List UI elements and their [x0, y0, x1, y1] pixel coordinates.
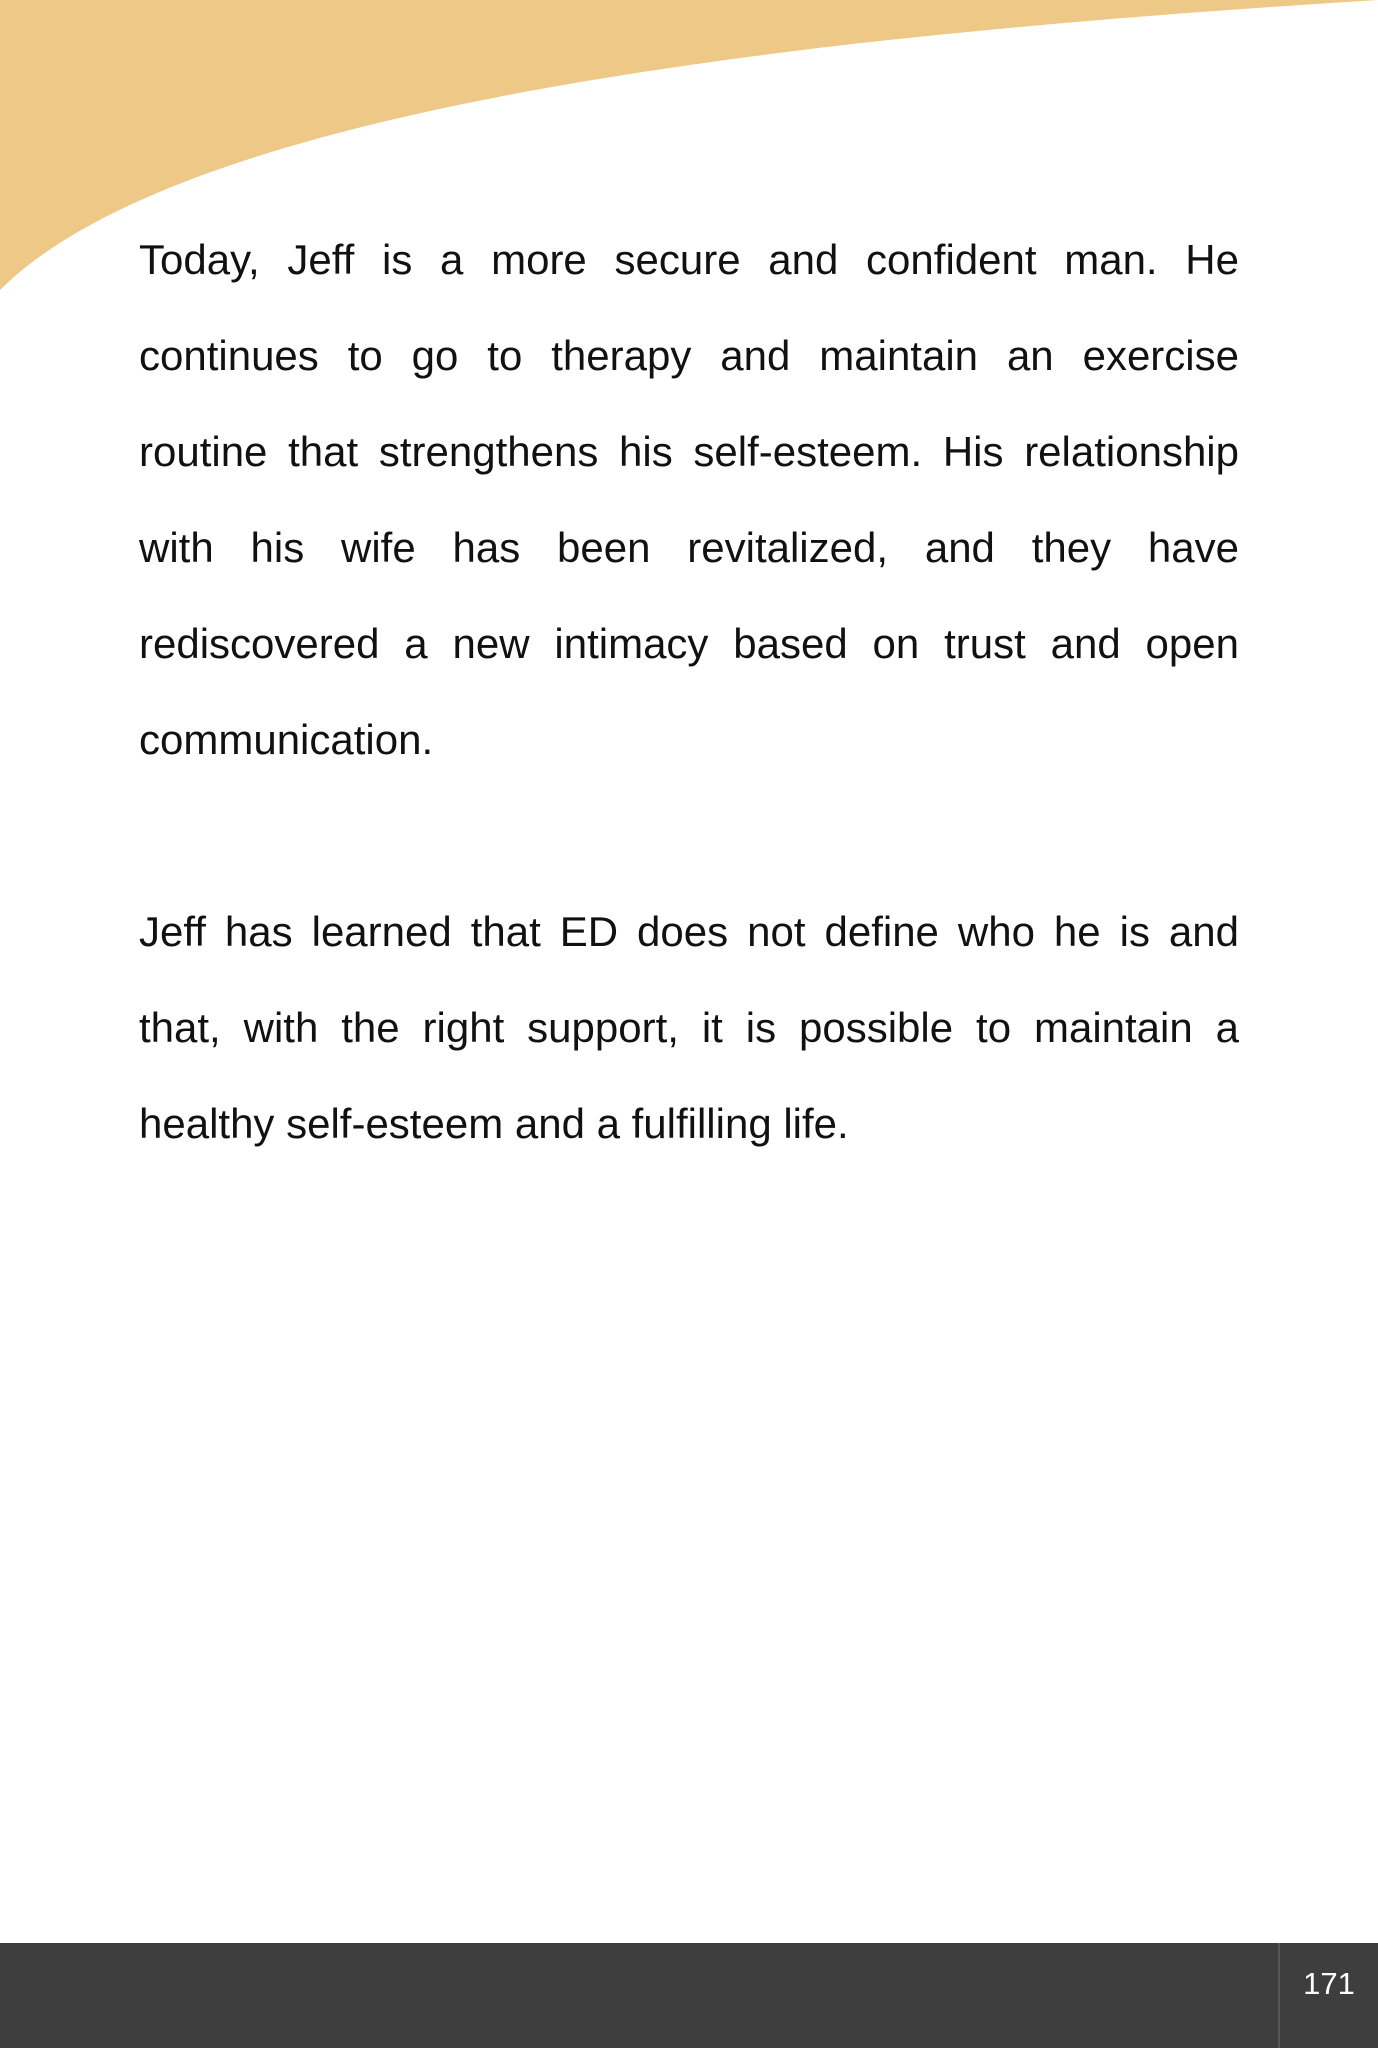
- page-footer: [0, 1943, 1378, 2048]
- page-content: [139, 212, 1239, 1268]
- page-number: 171: [1278, 1943, 1378, 2048]
- paragraph-jeff-today: Today, Jeff is a more secure and confident man. He continues to go to therapy and maintain an exercise routine that strengthens his self-esteem. His relationship with his wife has been revitalized, and they have rediscovered a new intimacy based on trust and open communication.: [139, 236, 1239, 763]
- paragraph-jeff-learned: Jeff has learned that ED does not define who he is and that, with the right support, it is possible to maintain a healthy self-esteem and a fulfilling life.: [139, 908, 1239, 1147]
